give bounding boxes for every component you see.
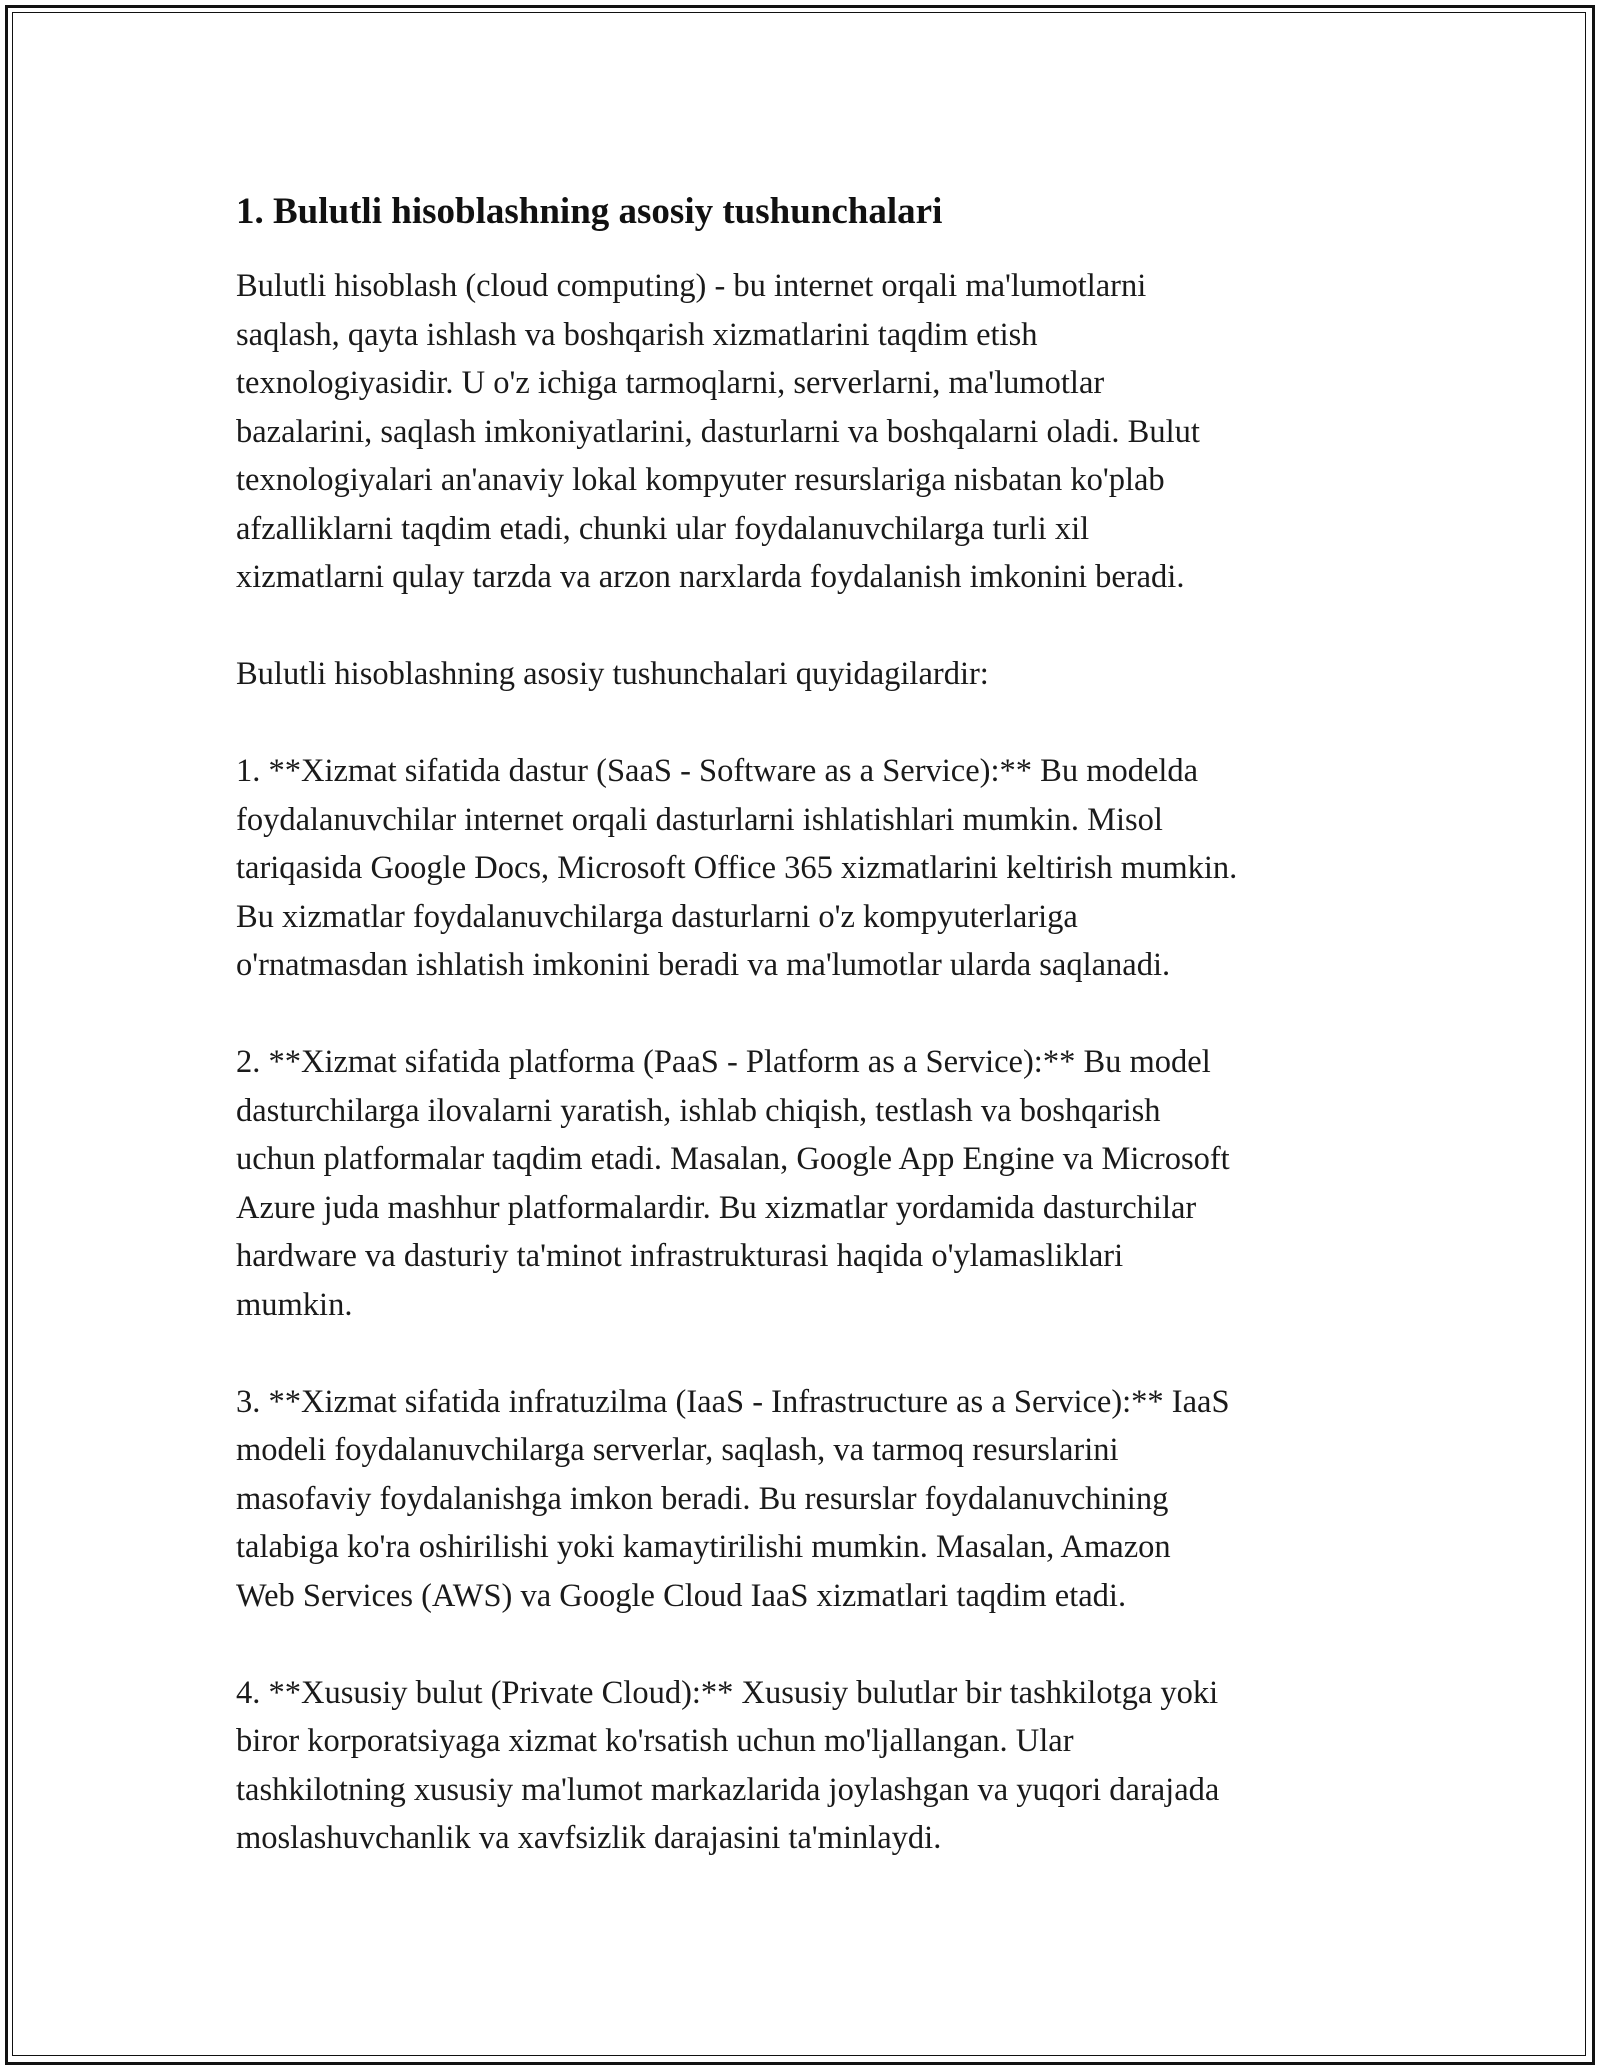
paragraph-saas: 1. **Xizmat sifatida dastur (SaaS - Software as a Service):** Bu modelda foydalanuvchilar internet orqali dasturlarni ishlatishlari mumkin. Misol tariqasida Google Docs, Microsoft Office 365 xizmatlarini keltirish mumkin. Bu xizmatlar foydalanuvchilarga dasturlarni o'z kompyuterlariga o'rnatmasdan ishlatish imkonini beradi va ma'lumotlar ularda saqlanadi. bbox=[236, 753, 1238, 983]
document-body bbox=[236, 186, 1366, 1911]
section-heading: 1. Bulutli hisoblashning asosiy tushunchalari bbox=[236, 191, 943, 232]
paragraph-paas: 2. **Xizmat sifatida platforma (PaaS - Platform as a Service):** Bu model dasturchilarga ilovalarni yaratish, ishlab chiqish, testlash va boshqarish uchun platformalar taqdim etadi. Masalan, Google App Engine va Microsoft Azure juda mashhur platformalardir. Bu xizmatlar yordamida dasturchilar hardware va dasturiy ta'minot infrastrukturasi haqida o'ylamasliklari mumkin. bbox=[236, 1044, 1230, 1323]
paragraph-list-lead: Bulutli hisoblashning asosiy tushunchalari quyidagilardir: bbox=[236, 656, 989, 692]
paragraph-iaas: 3. **Xizmat sifatida infratuzilma (IaaS - Infrastructure as a Service):** IaaS modeli foydalanuvchilarga serverlar, saqlash, va tarmoq resurslarini masofaviy foydalanishga imkon beradi. Bu resurslar foydalanuvchining talabiga ko'ra oshirilishi yoki kamaytirilishi mumkin. Masalan, Amazon Web Services (AWS) va Google Cloud IaaS xizmatlari taqdim etadi. bbox=[236, 1383, 1230, 1614]
paragraph-intro: Bulutli hisoblash (cloud computing) - bu internet orqali ma'lumotlarni saqlash, qayta ishlash va boshqarish xizmatlarini taqdim etish texnologiyasidir. U o'z ichiga tarmoqlarni, serverlarni, ma'lumotlar bazalarini, saqlash imkoniyatlarini, dasturlarni va boshqalarni oladi. Bulut texnologiyalari an'anaviy lokal kompyuter resurslariga nisbatan ko'plab afzalliklarni taqdim etadi, chunki ular foydalanuvchilarga turli xil xizmatlarni qulay tarzda va arzon narxlarda foydalanish imkonini beradi. bbox=[236, 268, 1200, 595]
paragraph-private-cloud: 4. **Xususiy bulut (Private Cloud):** Xususiy bulutlar bir tashkilotga yoki biror korporatsiyaga xizmat ko'rsatish uchun mo'ljallangan. Ular tashkilotning xususiy ma'lumot markazlarida joylashgan va yuqori darajada moslashuvchanlik va xavfsizlik darajasini ta'minlaydi. bbox=[236, 1674, 1220, 1856]
